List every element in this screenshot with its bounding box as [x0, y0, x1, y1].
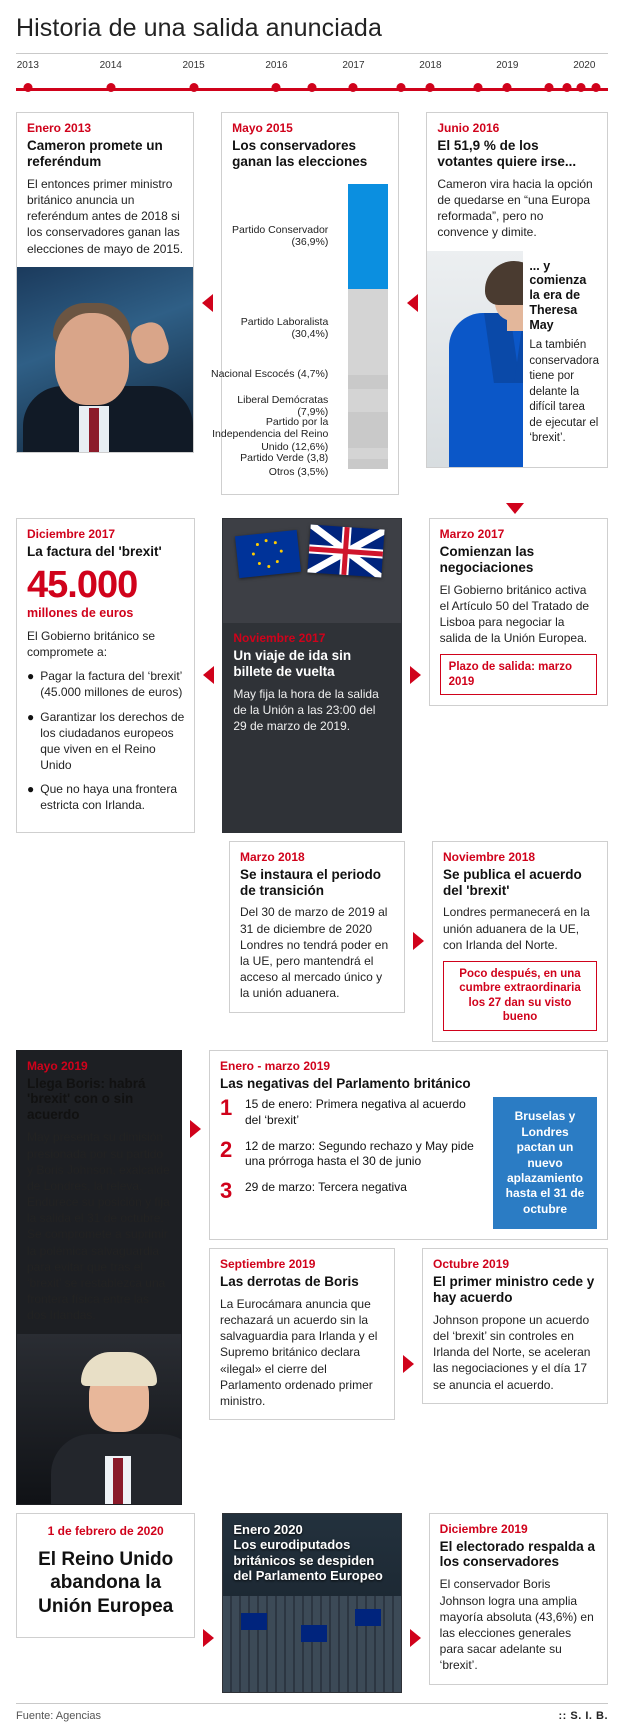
- list-item: [220, 1097, 483, 1128]
- card-body: Cameron vira hacia la opción de quedarse en “una Europa reformada”, pero no convence y dimite.: [437, 176, 593, 240]
- connector-arrow: [407, 294, 418, 312]
- eu-flag-icon: [235, 530, 301, 578]
- election-results-chart: [211, 178, 398, 494]
- card-febrero-2020: [16, 1513, 195, 1638]
- card-kicker: Enero - marzo 2019: [220, 1058, 331, 1073]
- timeline-dot: [592, 83, 601, 92]
- chart-label-conservador: Partido Conservador (36,9%): [232, 223, 329, 249]
- card-body: Londres permanecerá en la unión aduanera de la UE, con Irlanda del Norte.: [443, 905, 590, 952]
- bar-segment-liberal-democratas: [348, 389, 388, 412]
- timeline-dot: [349, 83, 358, 92]
- bar-segment-verde: [348, 448, 388, 459]
- row-3: [16, 841, 608, 1042]
- card-headline: Cameron promete un referéndum: [27, 138, 163, 169]
- card-kicker: Marzo 2018: [240, 849, 305, 864]
- card-headline: Se instaura el periodo de transición: [240, 866, 382, 898]
- card-body: Johnson propone un acuerdo del ‘brexit’ sin controles en Irlanda del Norte, se aceleran las negociaciones y el día 17 se anuncia el acuerdo.: [433, 1312, 591, 1392]
- timeline-dot: [577, 83, 586, 92]
- connector-arrow: [203, 666, 214, 684]
- photo-boris-johnson: [17, 1334, 181, 1504]
- timeline-year: 2015: [182, 60, 205, 71]
- timeline-dot: [562, 83, 571, 92]
- card-headline: Un viaje de ida sin billete de vuelta: [233, 647, 352, 679]
- timeline-dot: [426, 83, 435, 92]
- timeline-year: 2020: [573, 60, 596, 71]
- card-headline: Las negativas del Parlamento británico: [220, 1075, 471, 1091]
- source-label: Fuente: Agencias: [16, 1709, 102, 1722]
- rejections-list: [220, 1097, 483, 1211]
- timeline-dot: [23, 83, 32, 92]
- chart-label-nacional-escoces: Nacional Escocés (4,7%): [211, 367, 329, 380]
- footer: [16, 1710, 608, 1722]
- chart-label-ukip: Partido por la Independencia del Reino Unido (12,6%): [212, 415, 329, 454]
- card-kicker: Octubre 2019: [433, 1256, 510, 1271]
- list-text: 12 de marzo: Segundo rechazo y May pide una prórroga hasta el 30 de junio: [245, 1138, 474, 1169]
- page-title: Historia de una salida anunciada: [16, 14, 382, 42]
- card-octubre-2019: [422, 1248, 608, 1404]
- card-headline: Llega Boris: habrá 'brexit' con o sin acuerdo: [27, 1075, 146, 1123]
- card-body: Del 30 de marzo de 2019 al 31 de diciembre de 2020 Londres no tendrá poder en la UE, pero mantendrá el acceso al mercado único y la unión aduanera.: [240, 905, 389, 1001]
- connector-arrow-left: [413, 932, 424, 950]
- card-intro: El Gobierno británico se compromete a:: [27, 628, 156, 659]
- list-text: 15 de enero: Primera negativa al acuerdo del ‘brexit’: [245, 1097, 466, 1128]
- card-body: La Eurocámara anuncia que rechazará un acuerdo sin la salvaguardia para Irlanda y el Supremo británico declara «ilegal» el cierre del Parlamento ordenado primer ministro.: [220, 1296, 378, 1409]
- card-body: May fija la hora de la salida de la Unión a las 23:00 del 29 de marzo de 2019.: [233, 686, 379, 734]
- card-headline: Las derrotas de Boris: [220, 1273, 359, 1289]
- card-kicker: Diciembre 2019: [439, 1521, 528, 1536]
- card-body: El conservador Boris Johnson logra una amplia mayoría absoluta (43,6%) en las elecciones generales para sacar adelante su ‘brexit’.: [439, 1577, 594, 1673]
- row-2: [16, 518, 608, 833]
- card-kicker: Enero 2013: [27, 121, 92, 135]
- photo-theresa-may: [427, 251, 523, 467]
- card-headline: El electorado respalda a los conservadores: [439, 1538, 595, 1570]
- deadline-note: Plazo de salida: marzo 2019: [440, 654, 597, 695]
- list-item: [220, 1177, 483, 1203]
- card-kicker: Mayo 2015: [232, 121, 293, 135]
- card-kicker: Noviembre 2018: [443, 849, 536, 864]
- timeline-dot: [308, 83, 317, 92]
- bullet-text: Garantizar los derechos de los ciudadanos europeos que viven en el Reino Unido: [40, 709, 185, 773]
- card-junio-2016: [426, 112, 608, 468]
- timeline-year: 2019: [496, 60, 519, 71]
- list-text: 29 de marzo: Tercera negativa: [245, 1179, 407, 1194]
- divider-bottom: [16, 1703, 608, 1704]
- timeline-year: 2013: [16, 60, 39, 71]
- card-kicker: Septiembre 2019: [220, 1256, 316, 1271]
- list-number: 3: [220, 1177, 233, 1203]
- card-septiembre-2019: [209, 1248, 395, 1420]
- bar-segment-otros: [348, 459, 388, 469]
- card-headline: Los conservadores ganan las elecciones: [232, 138, 368, 169]
- timeline-dot: [189, 83, 198, 92]
- row-4: [16, 1050, 608, 1505]
- connector-arrow-left: [403, 1355, 414, 1373]
- photo-cameron: [17, 267, 193, 452]
- bar-segment-ukip: [348, 412, 388, 448]
- bullet-text: Pagar la factura del ‘brexit’ (45.000 millones de euros): [40, 669, 183, 700]
- card-kicker: Mayo 2019: [27, 1058, 88, 1073]
- list-number: 1: [220, 1095, 233, 1121]
- figure-unit: millones de euros: [27, 605, 134, 620]
- credit-label: :: S. I. B.: [558, 1709, 608, 1722]
- card-marzo-2017: [429, 518, 608, 706]
- card-headline: Comienzan las negociaciones: [439, 543, 535, 575]
- card-headline: Se publica el acuerdo del 'brexit': [443, 866, 582, 898]
- photo-european-parliament: [223, 1514, 400, 1692]
- chart-label-liberal-democratas: Liberal Demócratas (7,9%): [237, 393, 329, 419]
- card-marzo-2018: [229, 841, 405, 1013]
- card-subbody: La también conservadora tiene por delante la difícil tarea de ejecutar el ‘brexit’.: [529, 339, 599, 445]
- card-diciembre-2017: [16, 518, 195, 833]
- card-body: May presenta su dimisión presionada por su partido y Boris Johnson, exalcalde de Londres, la releva. Endurece su posición y fija la salida el 31 de octubre. Se compromete a suprimir la polémica salvaguardia para evitar que tras el ‘brexit’ se restablezca una frontera física entre las dos Irlandas.: [27, 1130, 170, 1323]
- timeline-dot: [473, 83, 482, 92]
- card-mayo-2015: [211, 112, 399, 495]
- connector-arrow-down: [506, 503, 524, 514]
- card-enero-2020: [222, 1513, 401, 1693]
- final-date: 1 de febrero de 2020: [47, 1523, 164, 1538]
- card-body: El Gobierno británico activa el Artículo 50 del Tratado de Lisboa para negociar la salida de la Unión Europea.: [439, 582, 590, 646]
- figure-amount: 45.000: [27, 563, 138, 606]
- card-kicker: Enero 2020: [233, 1521, 303, 1537]
- timeline-dot: [272, 83, 281, 92]
- row-5: [16, 1513, 608, 1693]
- card-kicker: Diciembre 2017: [27, 526, 116, 541]
- card-kicker: Marzo 2017: [439, 526, 505, 541]
- bullet-dot-icon: ●: [27, 782, 35, 797]
- row-1: [16, 112, 608, 495]
- connector-arrow-left: [203, 1629, 214, 1647]
- bullet-item: [27, 781, 184, 813]
- connector-arrow-left: [190, 1120, 201, 1138]
- timeline-dot: [544, 83, 553, 92]
- timeline-dot: [106, 83, 115, 92]
- final-headline: El Reino Unido abandona la Unión Europea: [38, 1548, 174, 1618]
- chart-label-otros: Otros (3,5%): [268, 465, 329, 478]
- uk-flag-icon: [307, 524, 384, 577]
- timeline-year: 2017: [342, 60, 365, 71]
- card-enero-2013: [16, 112, 194, 453]
- bullet-dot-icon: ●: [27, 709, 35, 724]
- timeline-year: 2016: [265, 60, 288, 71]
- card-mayo-2019: [16, 1050, 182, 1505]
- list-number: 2: [220, 1136, 233, 1162]
- card-headline: Los eurodiputados británicos se despiden del Parlamento Europeo: [233, 1537, 383, 1584]
- photo-flags: [223, 519, 400, 623]
- connector-arrow-left: [410, 1629, 421, 1647]
- card-kicker: Noviembre 2017: [233, 630, 326, 645]
- bullet-item: [27, 709, 184, 774]
- timeline-dot: [503, 83, 512, 92]
- bar-segment-laboralista: [348, 289, 388, 375]
- chart-label-verde: Partido Verde (3,8): [240, 451, 329, 464]
- card-headline: La factura del 'brexit': [27, 543, 162, 559]
- connector-arrow-left: [410, 666, 421, 684]
- card-noviembre-2017: [222, 518, 401, 833]
- card-headline: El primer ministro cede y hay acuerdo: [433, 1273, 595, 1305]
- list-item: [220, 1136, 483, 1170]
- bullet-text: Que no haya una frontera estricta con Irlanda.: [40, 782, 178, 813]
- summit-note: Poco después, en una cumbre extraordinaria los 27 dan su visto bueno: [443, 961, 597, 1031]
- connector-arrow: [202, 294, 213, 312]
- timeline: [16, 60, 608, 106]
- divider-top: [16, 53, 608, 54]
- timeline-year: 2014: [99, 60, 122, 71]
- bar-segment-conservador: [348, 184, 388, 289]
- card-body: El entonces primer ministro británico anuncia un referéndum antes de 2018 si los conservadores ganan las elecciones de mayo de 2015.: [27, 176, 184, 256]
- aside-postponement: Bruselas y Londres pactan un nuevo aplazamiento hasta el 31 de octubre: [493, 1097, 597, 1229]
- bullet-item: [27, 668, 184, 700]
- chart-label-laboralista: Partido Laboralista (30,4%): [240, 315, 329, 341]
- bar-segment-nacional-escoces: [348, 375, 388, 389]
- card-noviembre-2018: [432, 841, 608, 1042]
- timeline-year: 2018: [419, 60, 442, 71]
- card-headline: El 51,9 % de los votantes quiere irse...: [437, 138, 577, 169]
- card-kicker: Junio 2016: [437, 121, 500, 135]
- card-diciembre-2019: [429, 1513, 608, 1685]
- bullet-dot-icon: ●: [27, 669, 35, 684]
- timeline-dot: [396, 83, 405, 92]
- card-subheadline: ... y comienza la era de Theresa May: [529, 258, 587, 332]
- card-enero-marzo-2019: [209, 1050, 608, 1240]
